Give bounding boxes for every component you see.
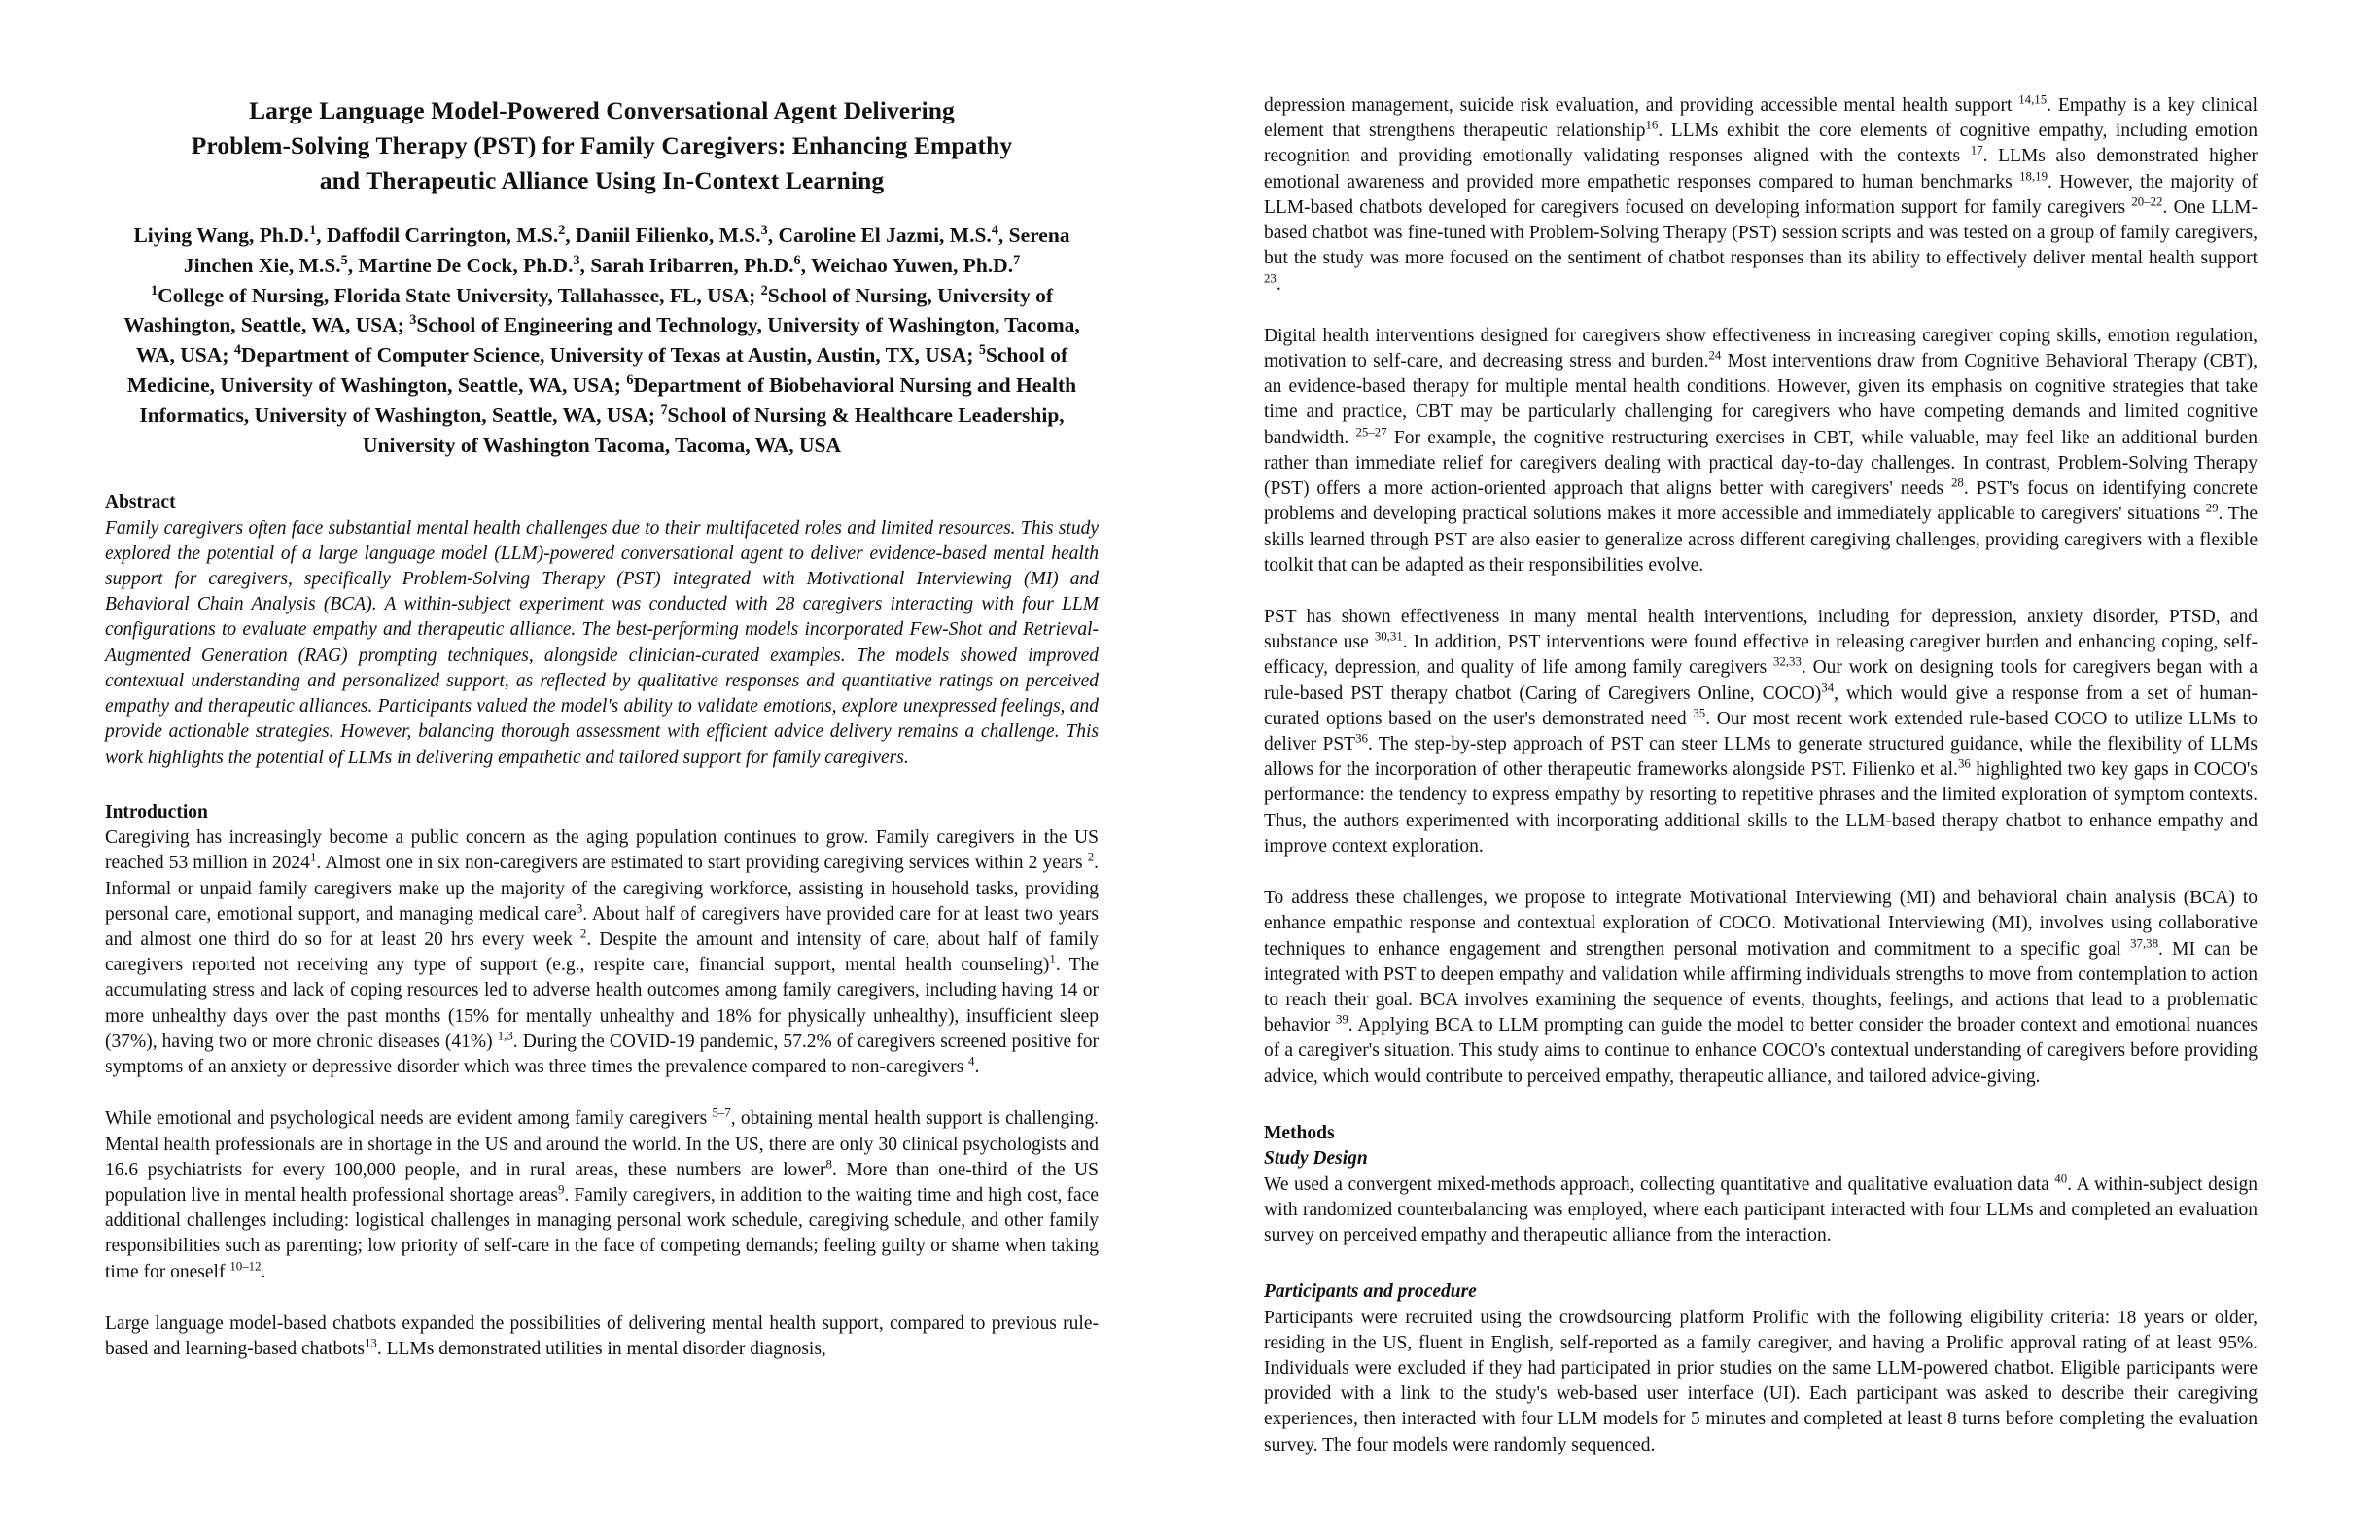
section-spacer (1264, 1090, 2258, 1121)
participants-procedure-text: Participants were recruited using the crowdsourcing platform Prolific with the following eligibility criteria: 18 years or older, residing in the US, fluent in English, self-reported as a family caregiver, and having a Prolific approval rating of at least 95%. Individuals were excluded if they had participated in prior studies on the same LLM-powered chatbot. Eligible participants were provided with a link to the study's web-based user interface (UI). Each participant was asked to describe their caregiving experiences, then interacted with four LLM models for 5 minutes and completed at least 8 turns before completing the evaluation survey. The four models were randomly sequenced. (1264, 1307, 2258, 1455)
methods-section (1264, 1121, 2258, 1458)
paper-title-line-2: Problem-Solving Therapy (PST) for Family Caregivers: Enhancing Empathy (191, 131, 1013, 160)
author-list: Liying Wang, Ph.D.$^1$, Daffodil Carrington, M.S.$^2$, Daniil Filienko, M.S.$^3$, Caroline El Jazmi, M.S.$^4$, Serena Jinchen Xie, M.S.$^5$, Martine De Cock, Ph.D.$^3$, Sarah Iribarren, Ph.D.$^6$, Weichao Yuwen, Ph.D.$^7$ (133, 222, 1070, 277)
study-design-text: We used a convergent mixed-methods approach, collecting quantitative and qualitative evaluation data $^{40}$. A within-subject design with randomized counterbalancing was employed, where each participant interacted with four LLMs and completed an evaluation survey on perceived empathy and therapeutic alliance from the interaction. (1264, 1172, 2258, 1245)
abstract-heading: Abstract (105, 492, 176, 513)
abstract-text: Family caregivers often face substantial mental health challenges due to their multifaceted roles and limited resources. This study explored the potential of a large language model (LLM)-powered conversational agent to deliver evidence-based mental health support for caregivers, specifically Problem-Solving Therapy (PST) integrated with Motivational Interviewing (MI) and Behavioral Chain Analysis (BCA). A within-subject experiment was conducted with 28 caregivers interacting with four LLM configurations to evaluate empathy and therapeutic alliance. The best-performing models incorporated Few-Shot and Retrieval-Augmented Generation (RAG) prompting techniques, alongside clinician-curated examples. The models showed improved contextual understanding and personalized support, as reflected by qualitative responses and quantitative ratings on perceived empathy and therapeutic alliances. Participants valued the model's ability to validate emotions, explore unexpressed feelings, and provide actionable strategies. However, balancing thorough assessment with efficient advice delivery remains a challenge. This work highlights the potential of LLMs in delivering empathetic and tailored support for family caregivers. (105, 517, 1099, 768)
introduction-heading: Introduction (105, 801, 208, 822)
participants-procedure-heading: Participants and procedure (1264, 1281, 1477, 1303)
introduction-paragraph-1: Caregiving has increasingly become a public concern as the aging population continues to grow. Family caregivers in the US reached 53 million in 2024$^1$. Almost one in six non-caregivers are estimated to start providing caregiving services within 2 years $^2$. Informal or unpaid family caregivers make up the majority of the caregiving workforce, assisting in household tasks, providing personal care, emotional support, and managing medical care$^3$. About half of caregivers have provided care for at least two years and almost one third do so for at least 20 hrs every week $^2$. Despite the amount and intensity of care, about half of family caregivers reported not receiving any type of support (e.g., respite care, financial support, mental health counseling)$^1$. The accumulating stress and lack of coping resources led to adverse health outcomes among family caregivers, including having 14 or more unhealthy days over the past months (15% for mentally unhealthy and 18% for physically unhealthy), insufficient sleep (37%), having two or more chronic diseases (41%) $^{1,3}$. During the COVID-19 pandemic, 57.2% of caregivers screened positive for symptoms of an anxiety or depressive disorder which was three times the prevalence compared to non-caregivers $^4$. (105, 827, 1100, 1078)
proposed-approach-paragraph: To address these challenges, we propose to integrate Motivational Interviewing (MI) and behavioral chain analysis (BCA) to enhance empathic response and contextual exploration of COCO. Motivational Interviewing (MI), involves using collaborative techniques to enhance engagement and strengthen personal motivation and commitment to a specific goal $^{37,38}$. MI can be integrated with PST to deepen empathy and validation while affirming individuals strengths to move from contemplation to action to reach their goal. BCA involves examining the sequence of events, thoughts, feelings, and actions that lead to a problematic behavior $^{39}$. Applying BCA to LLM prompting can guide the model to better consider the broader context and emotional nuances of a caregiver's situation. This study aims to continue to enhance COCO's contextual understanding of caregivers before providing advice, which would contribute to perceived empathy, therapeutic alliance, and tailored advice-giving. (1264, 888, 2258, 1087)
pst-effectiveness-paragraph: PST has shown effectiveness in many mental health interventions, including for depression, anxiety disorder, PTSD, and substance use $^{30,31}$. In addition, PST interventions were found effective in releasing caregiver burden and enhancing coping, self-efficacy, depression, and quality of life among family caregivers $^{32,33}$. Our work on designing tools for caregivers began with a rule-based PST therapy chatbot (Caring of Caregivers Online, COCO)$^{34}$, which would give a response from a set of human-curated options based on the user's demonstrated need $^{35}$. Our most recent work extended rule-based COCO to utilize LLMs to deliver PST$^{36}$. The step-by-step approach of PST can steer LLMs to generate structured guidance, while the flexibility of LLMs allows for the incorporation of other therapeutic frameworks alongside PST. Filienko et al.$^{36}$ highlighted two key gaps in COCO's performance: the tendency to express empathy by resorting to repetitive phrases and the limited exploration of symptom contexts. Thus, the authors experimented with incorporating additional skills to the LLM-based therapy chatbot to enhance empathy and improve context exploration. (1264, 606, 2258, 857)
right-column (1264, 93, 2258, 1458)
abstract-section (105, 490, 1099, 771)
paper-title (105, 93, 1099, 199)
paper-title-line-1: Large Language Model-Powered Conversational Agent Delivering (249, 96, 955, 124)
two-column-layout (105, 93, 2275, 1458)
paragraph-spacer (1264, 859, 2258, 886)
introduction-paragraph-2: While emotional and psychological needs are evident among family caregivers $^{5-7}$, obtaining mental health support is challenging. Mental health professionals are in shortage in the US and around the world. In the US, there are only 30 clinical psychologists and 16.6 psychiatrists for every 100,000 people, and in rural areas, these numbers are lower$^8$. More than one-third of the US population live in mental health professional shortage areas$^9$. Family caregivers, in addition to the waiting time and high cost, face additional challenges including: logistical challenges in managing personal work schedule, caregiving schedule, and other family responsibilities such as parenting; low priority of self-care in the face of competing demands; feeling guilty or shame when taking time for oneself $^{10-12}$. (105, 1105, 1099, 1282)
left-column (105, 93, 1099, 1362)
study-design-heading: Study Design (1264, 1148, 1368, 1170)
subsection-spacer (1264, 1248, 2258, 1279)
introduction-paragraph-3: Large language model-based chatbots expanded the possibilities of delivering mental health support, compared to previous rule-based and learning-based chatbots$^{13}$. LLMs demonstrated utilities in mental disorder diagnosis, (105, 1312, 1099, 1360)
paragraph-spacer (1264, 578, 2258, 605)
methods-heading: Methods (1264, 1122, 1335, 1143)
paper-title-line-3: and Therapeutic Alliance Using In-Context Learning (319, 166, 885, 195)
introduction-section (105, 800, 1099, 1363)
digital-health-paragraph: Digital health interventions designed for caregivers show effectiveness in increasing caregiver coping skills, emotion regulation, motivation to self-care, and decreasing stress and burden.$^{24}$ Most interventions draw from Cognitive Behavioral Therapy (CBT), an evidence-based therapy for multiple mental health conditions. However, given its emphasis on cognitive strategies that take time and practice, CBT may be particularly challenging for caregivers who have competing demands and limited cognitive bandwidth. $^{25-27}$ For example, the cognitive restructuring exercises in CBT, while valuable, may feel like an additional burden rather than immediate relief for caregivers dealing with practical day-to-day challenges. In contrast, Problem-Solving Therapy (PST) offers a more action-oriented approach that aligns better with caregivers' needs $^{28}$. PST's focus on identifying concrete problems and developing practical solutions makes it more accessible and immediately applicable to caregivers' situations $^{29}$. The skills learned through PST are also easier to generalize across different caregiving challenges, providing caregivers with a flexible toolkit that can be adapted as their responsibilities evolve. (1264, 325, 2258, 576)
introduction-paragraph-3-continued: depression management, suicide risk evaluation, and providing accessible mental health support $^{14,15}$. Empathy is a key clinical element that strengthens therapeutic relationship$^{16}$. LLMs exhibit the core elements of cognitive empathy, including emotion recognition and providing emotionally validating responses aligned with the contexts $^{17}$. LLMs also demonstrated higher emotional awareness and provided more empathetic responses compared to human benchmarks $^{18,19}$. However, the majority of LLM-based chatbots developed for caregivers focused on developing information support for family caregivers $^{20-22}$. One LLM-based chatbot was fine-tuned with Problem-Solving Therapy (PST) session scripts and was tested on a group of family caregivers, but the study was more focused on the sentiment of chatbot responses than its ability to effectively deliver mental health support $^{23}$. (1264, 92, 2258, 295)
paragraph-spacer (105, 1080, 1099, 1106)
paragraph-spacer (1264, 298, 2258, 324)
affiliation-list: $^1$College of Nursing, Florida State University, Tallahassee, FL, USA; $^2$School of Nursing, University of Washington, Seattle, WA, USA; $^3$School of Engineering and Technology, University of Washington, Tacoma, WA, USA; $^4$Department of Computer Science, University of Texas at Austin, Austin, TX, USA; $^5$School of Medicine, University of Washington, Seattle, WA, USA; $^6$Department of Biobehavioral Nursing and Health Informatics, University of Washington, Seattle, WA, USA; $^7$School of Nursing & Healthcare Leadership, University of Washington Tacoma, Tacoma, WA, USA (123, 282, 1080, 458)
paragraph-spacer (105, 1285, 1099, 1312)
